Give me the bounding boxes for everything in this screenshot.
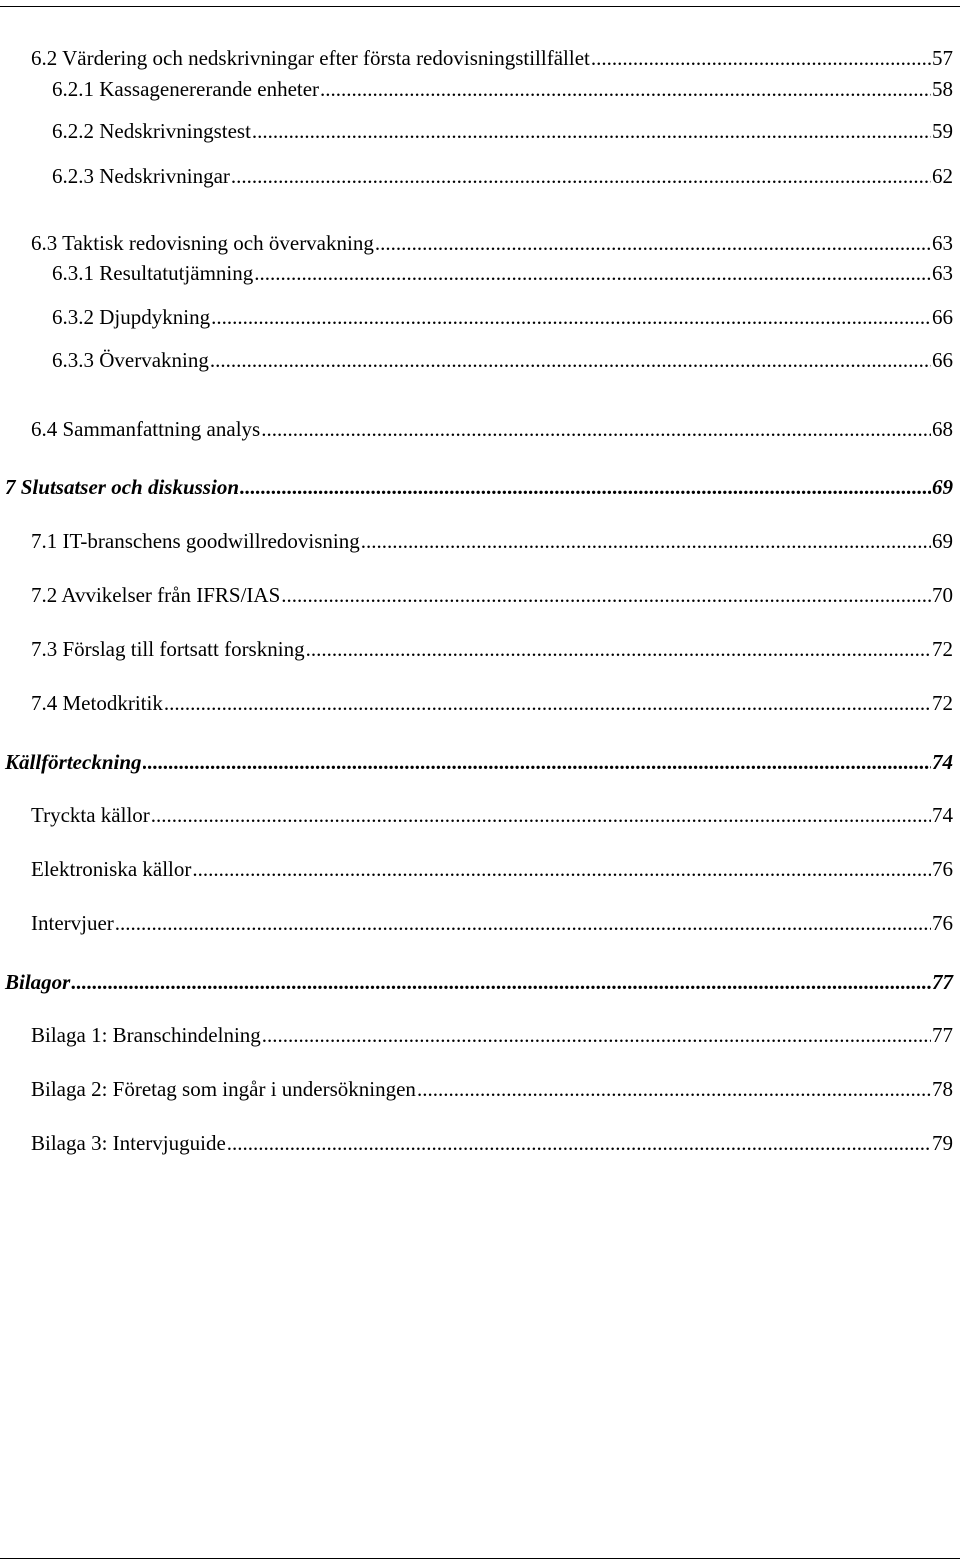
toc-entry[interactable] [52, 76, 953, 102]
toc-leader-dots [231, 163, 931, 189]
toc-entry[interactable] [31, 910, 953, 936]
toc-entry[interactable] [31, 1130, 953, 1156]
toc-entry-page: 77 [932, 970, 953, 994]
toc-leader-dots [192, 856, 931, 882]
toc-entry-title: 6.3.1 Resultatutjämning [52, 261, 254, 285]
toc-entry-page: 77 [932, 1023, 953, 1047]
toc-leader-dots [240, 474, 931, 500]
toc-leader-dots [262, 1022, 931, 1048]
bottom-rule [0, 1558, 960, 1559]
toc-leader-dots [281, 582, 931, 608]
toc-entry-title: 7 Slutsatser och diskussion [5, 475, 239, 499]
toc-leader-dots [210, 347, 931, 373]
toc-entry-title: Elektroniska källor [31, 857, 192, 881]
toc-leader-dots [417, 1076, 931, 1102]
toc-entry[interactable] [5, 474, 953, 500]
toc-entry-page: 72 [932, 637, 953, 661]
toc-entry-title: 6.3.3 Övervakning [52, 348, 209, 372]
toc-entry-title: Bilaga 3: Intervjuguide [31, 1131, 226, 1155]
toc-entry-title: 7.4 Metodkritik [31, 691, 163, 715]
toc-entry-page: 74 [932, 750, 953, 774]
toc-entry-title: 7.1 IT-branschens goodwillredovisning [31, 529, 360, 553]
toc-entry-title: 7.2 Avvikelser från IFRS/IAS [31, 583, 281, 607]
toc-entry[interactable] [52, 347, 953, 373]
toc-entry[interactable] [31, 582, 953, 608]
toc-entry-title: Bilaga 2: Företag som ingår i undersökningen [31, 1077, 416, 1101]
toc-leader-dots [151, 802, 931, 828]
toc-leader-dots [211, 304, 931, 330]
toc-entry-page: 70 [932, 583, 953, 607]
toc-entry-title: 6.3 Taktisk redovisning och övervakning [31, 231, 374, 255]
toc-leader-dots [320, 76, 931, 102]
toc-entry[interactable] [31, 636, 953, 662]
toc-entry-page: 69 [932, 529, 953, 553]
toc-leader-dots [164, 690, 931, 716]
toc-entry-page: 78 [932, 1077, 953, 1101]
toc-entry[interactable] [31, 856, 953, 882]
toc-entry-title: 6.2.3 Nedskrivningar [52, 164, 230, 188]
toc-leader-dots [252, 118, 931, 144]
toc-entry-title: 6.2.1 Kassagenererande enheter [52, 77, 320, 101]
toc-entry-title: Bilagor [5, 970, 71, 994]
toc-entry-title: Tryckta källor [31, 803, 150, 827]
toc-entry-page: 58 [932, 77, 953, 101]
toc-entry-title: Intervjuer [31, 911, 114, 935]
toc-entry[interactable] [52, 163, 953, 189]
toc-leader-dots [375, 230, 931, 256]
toc-entry-page: 72 [932, 691, 953, 715]
toc-leader-dots [71, 969, 931, 995]
toc-entry-title: 6.2.2 Nedskrivningstest [52, 119, 251, 143]
toc-entry[interactable] [5, 969, 953, 995]
toc-entry-title: 6.4 Sammanfattning analys [31, 417, 261, 441]
toc-leader-dots [261, 416, 931, 442]
toc-entry-page: 76 [932, 911, 953, 935]
toc-entry-title: Källförteckning [5, 750, 142, 774]
toc-entry[interactable] [31, 45, 953, 71]
toc-entry-page: 63 [932, 231, 953, 255]
toc-leader-dots [227, 1130, 931, 1156]
toc-entry[interactable] [31, 416, 953, 442]
toc-entry[interactable] [31, 230, 953, 256]
toc-entry-title: Bilaga 1: Branschindelning [31, 1023, 261, 1047]
toc-entry-page: 68 [932, 417, 953, 441]
toc-leader-dots [361, 528, 931, 554]
toc-entry[interactable] [31, 802, 953, 828]
toc-entry-page: 76 [932, 857, 953, 881]
toc-entry[interactable] [52, 118, 953, 144]
toc-entry-page: 66 [932, 305, 953, 329]
toc-leader-dots [254, 260, 931, 286]
toc-entry-title: 7.3 Förslag till fortsatt forskning [31, 637, 305, 661]
toc-entry-page: 69 [932, 475, 953, 499]
toc-entry[interactable] [31, 528, 953, 554]
toc-entry-title: 6.3.2 Djupdykning [52, 305, 211, 329]
toc-entry[interactable] [31, 1022, 953, 1048]
toc-leader-dots [306, 636, 931, 662]
top-rule [0, 6, 960, 7]
toc-entry-page: 74 [932, 803, 953, 827]
toc-entry-page: 59 [932, 119, 953, 143]
toc-entry[interactable] [31, 690, 953, 716]
toc-entry-page: 79 [932, 1131, 953, 1155]
toc-entry[interactable] [52, 304, 953, 330]
toc-entry[interactable] [31, 1076, 953, 1102]
toc-leader-dots [591, 45, 931, 71]
toc-entry-title: 6.2 Värdering och nedskrivningar efter första redovisningstillfället [31, 46, 590, 70]
toc-entry-page: 57 [932, 46, 953, 70]
toc-entry[interactable] [52, 260, 953, 286]
toc-entry-page: 66 [932, 348, 953, 372]
toc-leader-dots [143, 749, 931, 775]
toc-leader-dots [115, 910, 931, 936]
toc-entry-page: 62 [932, 164, 953, 188]
toc-entry-page: 63 [932, 261, 953, 285]
toc-entry[interactable] [5, 749, 953, 775]
